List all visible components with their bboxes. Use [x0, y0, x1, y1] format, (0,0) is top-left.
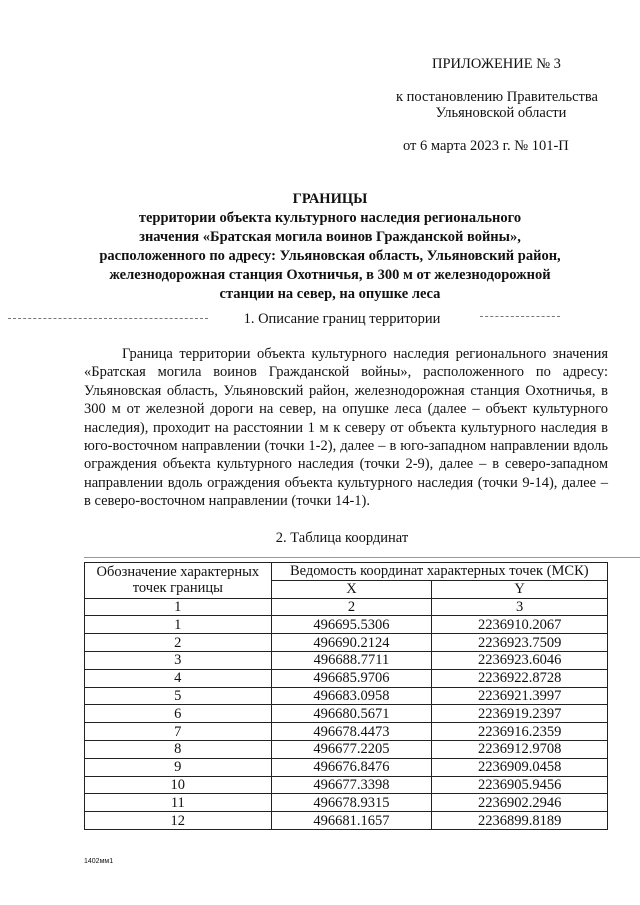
- footer-code: 1402мм1: [84, 858, 114, 865]
- y-coordinate: 2236923.6046: [432, 651, 608, 669]
- y-coordinate: 2236899.8189: [432, 812, 608, 830]
- section-1-text: Граница территории объекта культурного наследия регионального значения «Братская могила воинов Гражданской войны», расположенного по адресу: Ульяновская область, Ульяновский район, железнодорожная станция Охотничья, в 300 м от железной дороги на север, на опушке леса (далее – объект культурного наследия), проходит на расстоянии 1 м к северу от объекта культурного наследия в юго-восточном направлении (точки 1-2), далее – в юго-западном направлении вдоль ограждения объекта культурного наследия (точки 2-9), далее – в северо-западном направлении вдоль ограждения объекта культурного наследия (точки 9-14), далее – в северо-восточном направлении (точки 14-1).: [84, 346, 608, 510]
- y-header: Y: [432, 580, 608, 598]
- x-coordinate: 496681.1657: [271, 812, 432, 830]
- scan-line: [84, 557, 640, 558]
- point-number: 9: [85, 758, 272, 776]
- point-number: 6: [85, 705, 272, 723]
- header-line-2: Ульяновской области: [435, 105, 567, 121]
- y-coordinate: 2236921.3997: [432, 687, 608, 705]
- title-line-1: территории объекта культурного наследия регионального: [138, 210, 522, 226]
- y-coordinate: 2236922.8728: [432, 669, 608, 687]
- table-row: [85, 669, 608, 687]
- point-number: 10: [85, 776, 272, 794]
- title-line-2: значения «Братская могила воинов Гражданской войны»,: [139, 229, 521, 245]
- x-coordinate: 496676.8476: [271, 758, 432, 776]
- point-number: 4: [85, 669, 272, 687]
- point-number: 3: [85, 651, 272, 669]
- header-line-1: к постановлению Правительства: [396, 89, 598, 105]
- section-2-heading: 2. Таблица координат: [275, 530, 409, 546]
- y-coordinate: 2236912.9708: [432, 740, 608, 758]
- x-coordinate: 496683.0958: [271, 687, 432, 705]
- table-row: [85, 740, 608, 758]
- column-number: 3: [432, 598, 608, 616]
- title-main: ГРАНИЦЫ: [292, 191, 368, 207]
- point-number: 5: [85, 687, 272, 705]
- table-row: [85, 776, 608, 794]
- title-line-5: станции на север, на опушке леса: [219, 286, 441, 302]
- point-number: 8: [85, 740, 272, 758]
- appendix-label: ПРИЛОЖЕНИЕ № 3: [432, 56, 561, 72]
- table-row: [85, 651, 608, 669]
- table-row: [85, 723, 608, 741]
- group-header: Ведомость координат характерных точек (МСК): [271, 563, 607, 581]
- table-row: [85, 758, 608, 776]
- title-line-3: расположенного по адресу: Ульяновская область, Ульяновский район,: [99, 248, 561, 264]
- point-number: 2: [85, 634, 272, 652]
- x-coordinate: 496695.5306: [271, 616, 432, 634]
- table-row: [85, 687, 608, 705]
- x-header: X: [271, 580, 432, 598]
- header-date: от 6 марта 2023 г. № 101-П: [403, 138, 569, 154]
- y-coordinate: 2236902.2946: [432, 794, 608, 812]
- point-number: 11: [85, 794, 272, 812]
- y-coordinate: 2236923.7509: [432, 634, 608, 652]
- column-number: 1: [85, 598, 272, 616]
- y-coordinate: 2236919.2397: [432, 705, 608, 723]
- table-row: [85, 812, 608, 830]
- x-coordinate: 496685.9706: [271, 669, 432, 687]
- x-coordinate: 496677.3398: [271, 776, 432, 794]
- section-1-heading: 1. Описание границ территории: [243, 311, 441, 327]
- x-coordinate: 496677.2205: [271, 740, 432, 758]
- point-number: 1: [85, 616, 272, 634]
- y-coordinate: 2236910.2067: [432, 616, 608, 634]
- col-point-header: Обозначение характерных точек границы: [85, 563, 272, 599]
- y-coordinate: 2236909.0458: [432, 758, 608, 776]
- x-coordinate: 496678.4473: [271, 723, 432, 741]
- x-coordinate: 496688.7711: [271, 651, 432, 669]
- point-number: 7: [85, 723, 272, 741]
- y-coordinate: 2236905.9456: [432, 776, 608, 794]
- table-row: [85, 616, 608, 634]
- table-body: [85, 616, 608, 830]
- point-number: 12: [85, 812, 272, 830]
- title-line-4: железнодорожная станция Охотничья, в 300 м от железнодорожной: [109, 267, 551, 283]
- table-row: [85, 705, 608, 723]
- table-row: [85, 794, 608, 812]
- x-coordinate: 496680.5671: [271, 705, 432, 723]
- coordinates-table: [84, 562, 608, 830]
- table-row: [85, 634, 608, 652]
- y-coordinate: 2236916.2359: [432, 723, 608, 741]
- x-coordinate: 496690.2124: [271, 634, 432, 652]
- x-coordinate: 496678.9315: [271, 794, 432, 812]
- column-number: 2: [271, 598, 432, 616]
